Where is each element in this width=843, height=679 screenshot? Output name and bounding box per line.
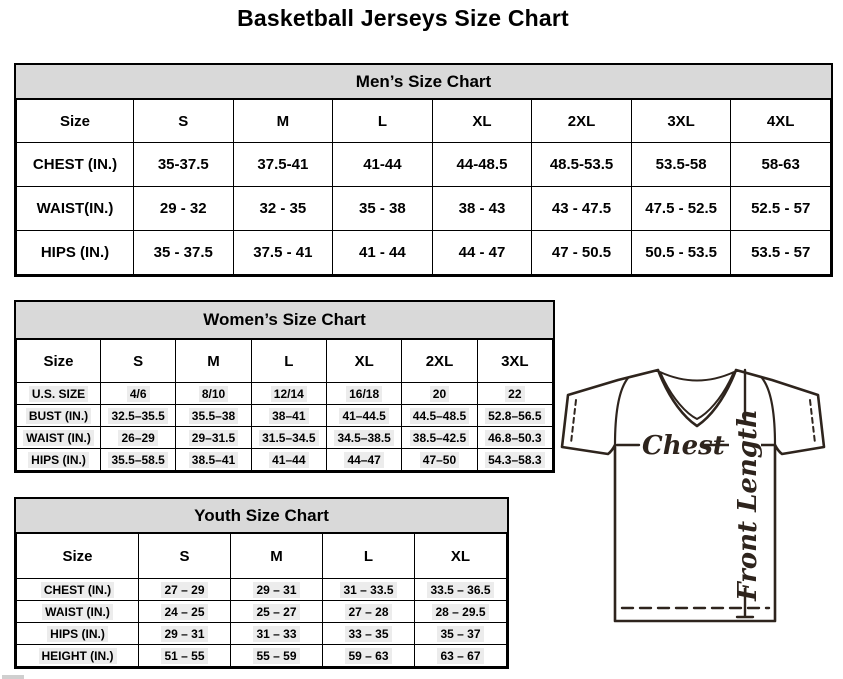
cell: 28 – 29.5 xyxy=(415,601,507,623)
mens-size-col: 3XL xyxy=(631,100,731,143)
cell: 38 - 43 xyxy=(432,187,532,231)
womens-size-header: Size xyxy=(17,340,101,383)
youth-chart-title: Youth Size Chart xyxy=(16,499,507,533)
cell: 35 – 37 xyxy=(415,623,507,645)
youth-size-row xyxy=(17,534,507,579)
mens-size-header: Size xyxy=(17,100,134,143)
cell: 29 – 31 xyxy=(231,579,323,601)
cell: 63 – 67 xyxy=(415,645,507,667)
cell: 33 – 35 xyxy=(323,623,415,645)
jersey-outline xyxy=(562,370,824,621)
cropped-element-fragment xyxy=(2,675,24,679)
mens-waist-row xyxy=(17,187,831,231)
cell: 35.5–58.5 xyxy=(101,449,176,471)
chest-label: Chest xyxy=(642,431,725,461)
cell: 46.8–50.3 xyxy=(477,427,552,449)
cell: 4/6 xyxy=(101,383,176,405)
cell: 31 – 33 xyxy=(231,623,323,645)
womens-hips-row xyxy=(17,449,553,471)
row-label: HIPS (IN.) xyxy=(17,231,134,275)
womens-size-row xyxy=(17,340,553,383)
cell: 51 – 55 xyxy=(139,645,231,667)
row-label: CHEST (IN.) xyxy=(17,579,139,601)
cell: 29 - 32 xyxy=(134,187,234,231)
row-label: CHEST (IN.) xyxy=(17,143,134,187)
cell: 38.5–41 xyxy=(176,449,251,471)
youth-size-col: M xyxy=(231,534,323,579)
cell: 35 - 38 xyxy=(333,187,433,231)
cell: 43 - 47.5 xyxy=(532,187,632,231)
cell: 22 xyxy=(477,383,552,405)
cell: 35.5–38 xyxy=(176,405,251,427)
youth-size-col: S xyxy=(139,534,231,579)
cell: 27 – 28 xyxy=(323,601,415,623)
womens-size-col: 3XL xyxy=(477,340,552,383)
cell: 41–44 xyxy=(251,449,326,471)
cell: 47–50 xyxy=(402,449,477,471)
youth-table xyxy=(16,533,507,667)
cell: 33.5 – 36.5 xyxy=(415,579,507,601)
cell: 53.5 - 57 xyxy=(731,231,831,275)
cell: 47.5 - 52.5 xyxy=(631,187,731,231)
womens-table xyxy=(16,339,553,471)
womens-size-col: XL xyxy=(326,340,401,383)
mens-chest-row xyxy=(17,143,831,187)
youth-hips-row xyxy=(17,623,507,645)
youth-size-header: Size xyxy=(17,534,139,579)
womens-size-col: 2XL xyxy=(402,340,477,383)
youth-size-col: XL xyxy=(415,534,507,579)
cell: 38.5–42.5 xyxy=(402,427,477,449)
cell: 26–29 xyxy=(101,427,176,449)
cell: 32 - 35 xyxy=(233,187,333,231)
row-label: WAIST (IN.) xyxy=(17,427,101,449)
cell: 32.5–35.5 xyxy=(101,405,176,427)
cell: 41 - 44 xyxy=(333,231,433,275)
cell: 29–31.5 xyxy=(176,427,251,449)
mens-chart-title: Men’s Size Chart xyxy=(16,65,831,99)
womens-chart-title: Women’s Size Chart xyxy=(16,302,553,339)
row-label: WAIST (IN.) xyxy=(17,601,139,623)
cell: 53.5-58 xyxy=(631,143,731,187)
cell: 41-44 xyxy=(333,143,433,187)
cell: 27 – 29 xyxy=(139,579,231,601)
row-label: WAIST(IN.) xyxy=(17,187,134,231)
cell: 48.5-53.5 xyxy=(532,143,632,187)
mens-size-row xyxy=(17,100,831,143)
mens-hips-row xyxy=(17,231,831,275)
womens-ussize-row xyxy=(17,383,553,405)
womens-bust-row xyxy=(17,405,553,427)
cell: 52.8–56.5 xyxy=(477,405,552,427)
row-label: BUST (IN.) xyxy=(17,405,101,427)
womens-waist-row xyxy=(17,427,553,449)
row-label: HIPS (IN.) xyxy=(17,449,101,471)
mens-size-col: L xyxy=(333,100,433,143)
womens-size-col: S xyxy=(101,340,176,383)
collar-inner-arc xyxy=(660,372,734,381)
cell: 37.5-41 xyxy=(233,143,333,187)
cell: 24 – 25 xyxy=(139,601,231,623)
mens-size-col: 4XL xyxy=(731,100,831,143)
cell: 34.5–38.5 xyxy=(326,427,401,449)
row-label: HIPS (IN.) xyxy=(17,623,139,645)
youth-waist-row xyxy=(17,601,507,623)
cell: 38–41 xyxy=(251,405,326,427)
row-label: U.S. SIZE xyxy=(17,383,101,405)
cell: 44-48.5 xyxy=(432,143,532,187)
youth-size-chart xyxy=(14,497,509,669)
mens-size-col: 2XL xyxy=(532,100,632,143)
cell: 37.5 - 41 xyxy=(233,231,333,275)
cell: 31 – 33.5 xyxy=(323,579,415,601)
womens-size-col: L xyxy=(251,340,326,383)
womens-size-col: M xyxy=(176,340,251,383)
front-length-label: Front Length xyxy=(733,409,763,601)
youth-height-row xyxy=(17,645,507,667)
mens-size-col: M xyxy=(233,100,333,143)
youth-size-col: L xyxy=(323,534,415,579)
jersey-measurement-diagram xyxy=(552,355,834,659)
mens-size-chart xyxy=(14,63,833,277)
cell: 16/18 xyxy=(326,383,401,405)
cell: 31.5–34.5 xyxy=(251,427,326,449)
cell: 12/14 xyxy=(251,383,326,405)
cell: 54.3–58.3 xyxy=(477,449,552,471)
cell: 59 – 63 xyxy=(323,645,415,667)
cell: 25 – 27 xyxy=(231,601,323,623)
cell: 58-63 xyxy=(731,143,831,187)
cell: 44 - 47 xyxy=(432,231,532,275)
mens-size-col: S xyxy=(134,100,234,143)
cell: 35 - 37.5 xyxy=(134,231,234,275)
youth-chest-row xyxy=(17,579,507,601)
cell: 47 - 50.5 xyxy=(532,231,632,275)
mens-size-col: XL xyxy=(432,100,532,143)
cell: 44.5–48.5 xyxy=(402,405,477,427)
cell: 41–44.5 xyxy=(326,405,401,427)
page-title: Basketball Jerseys Size Chart xyxy=(237,5,569,31)
cell: 29 – 31 xyxy=(139,623,231,645)
mens-table xyxy=(16,99,831,275)
cell: 8/10 xyxy=(176,383,251,405)
cell: 52.5 - 57 xyxy=(731,187,831,231)
cell: 50.5 - 53.5 xyxy=(631,231,731,275)
cell: 55 – 59 xyxy=(231,645,323,667)
cell: 20 xyxy=(402,383,477,405)
womens-size-chart xyxy=(14,300,555,473)
cell: 44–47 xyxy=(326,449,401,471)
cell: 35-37.5 xyxy=(134,143,234,187)
row-label: HEIGHT (IN.) xyxy=(17,645,139,667)
